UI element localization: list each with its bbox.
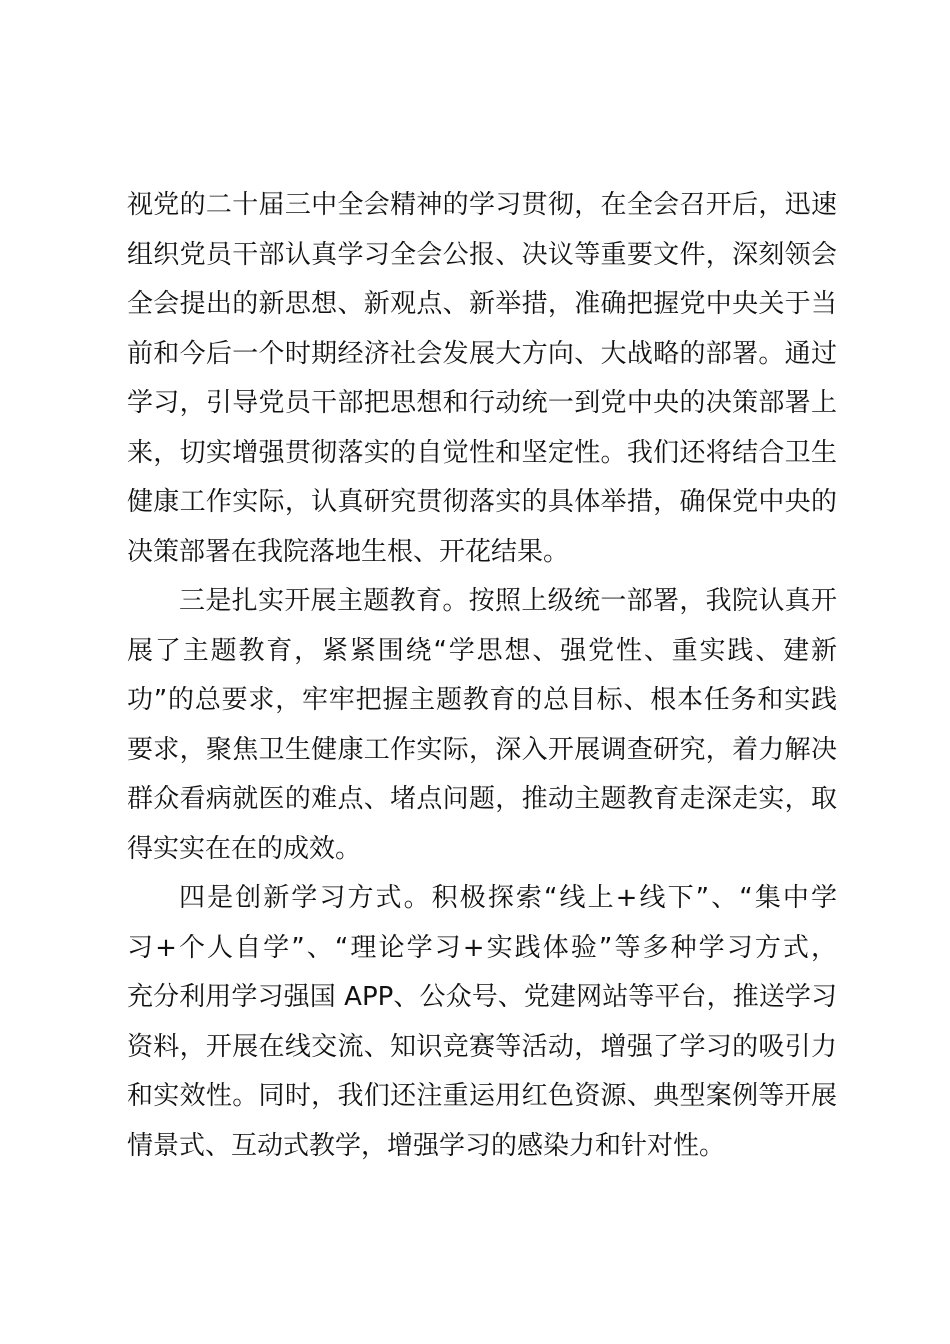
text-line: 三是扎实开展主题教育。按照上级统一部署，我院认真开 [179,586,837,616]
text-line: 四是创新学习方式。积极探索“线上+线下”、“集中学 [179,883,837,913]
text-line: 组织党员干部认真学习全会公报、决议等重要文件，深刻领会 [127,239,837,270]
text-line: 功”的总要求，牢牢把握主题教育的总目标、根本任务和实践 [127,685,837,715]
text-line: 情景式、互动式教学，增强学习的感染力和针对性。 [127,1130,726,1161]
text-line: 前和今后一个时期经济社会发展大方向、大战略的部署。通过 [127,338,837,369]
text-line: 决策部署在我院落地生根、开花结果。 [127,536,570,567]
text-line: 展了主题教育，紧紧围绕“学思想、强党性、重实践、建新 [127,635,837,666]
text-line: 全会提出的新思想、新观点、新举措，准确把握党中央关于当 [127,289,837,319]
text-line: 习+个人自学”、“理论学习+实践体验”等多种学习方式， [127,932,837,963]
text-line: 充分利用学习强国 APP、公众号、党建网站等平台，推送学习 [127,982,837,1012]
text-line: 要求，聚焦卫生健康工作实际，深入开展调查研究，着力解决 [127,734,837,765]
text-line: 健康工作实际，认真研究贯彻落实的具体举措，确保党中央的 [127,487,837,517]
paragraph-theme-education [127,577,837,874]
paragraph-continued [127,181,837,577]
text-line: 视党的二十届三中全会精神的学习贯彻，在全会召开后，迅速 [127,190,837,220]
body-text [127,181,837,1171]
text-line: 得实实在在的成效。 [127,833,362,864]
text-line: 资料，开展在线交流、知识竞赛等活动，增强了学习的吸引力 [127,1031,837,1062]
text-line: 和实效性。同时，我们还注重运用红色资源、典型案例等开展 [127,1081,837,1111]
text-line: 群众看病就医的难点、堵点问题，推动主题教育走深走实，取 [127,784,837,814]
paragraph-learning-methods [127,874,837,1171]
text-line: 来，切实增强贯彻落实的自觉性和坚定性。我们还将结合卫生 [127,437,837,468]
text-line: 学习，引导党员干部把思想和行动统一到党中央的决策部署上 [127,388,837,418]
